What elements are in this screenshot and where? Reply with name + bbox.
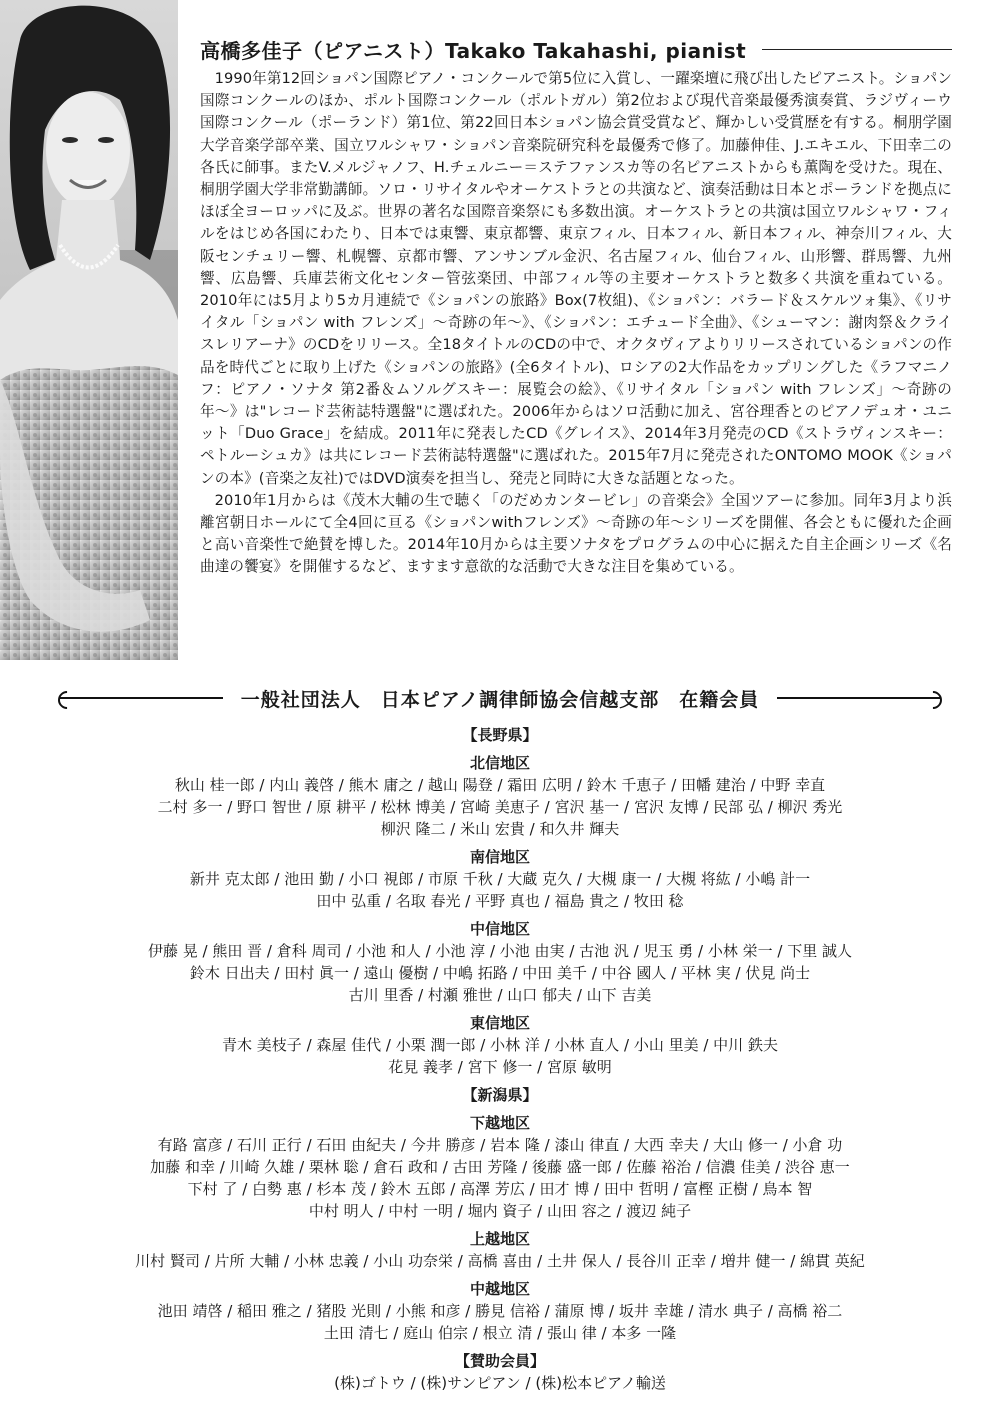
member-line: 中村 明人 / 中村 一明 / 堀内 資子 / 山田 容之 / 渡辺 純子	[308, 1202, 692, 1220]
member-line: 加藤 和幸 / 川崎 久雄 / 栗林 聡 / 倉石 政和 / 古田 芳隆 / 後藤 盛一郎 / 佐藤 裕治 / 信濃 佳美 / 渋谷 恵一	[150, 1158, 850, 1176]
district-label: 下越地区	[469, 1114, 530, 1132]
banner-ornament-right	[777, 697, 940, 699]
roster-banner	[60, 683, 940, 713]
member-line: 鈴木 日出夫 / 田村 眞一 / 遠山 優樹 / 中嶋 拓路 / 中田 美千 / 中谷 國人 / 平林 実 / 伏見 尚士	[189, 964, 811, 982]
banner-ornament-left	[60, 697, 223, 699]
bio-body	[200, 68, 952, 579]
biography-section	[200, 34, 952, 579]
member-line: 古川 里香 / 村瀬 雅世 / 山口 郁夫 / 山下 吉美	[348, 986, 652, 1004]
district-label: 中越地区	[469, 1280, 530, 1298]
member-roster	[40, 718, 960, 1394]
district-label: 北信地区	[469, 754, 530, 772]
bio-title-row	[200, 34, 952, 64]
member-line: 有路 富彦 / 石川 正行 / 石田 由紀夫 / 今井 勝彦 / 岩本 隆 / 漆山 律直 / 大西 幸夫 / 大山 修一 / 小倉 功	[157, 1136, 843, 1154]
member-line: 下村 了 / 白勢 惠 / 杉本 茂 / 鈴木 五郎 / 高澤 芳広 / 田才 博 / 田中 哲明 / 富樫 正樹 / 鳥本 智	[187, 1180, 813, 1198]
member-line: 花見 義孝 / 宮下 修一 / 宮原 敏明	[388, 1058, 612, 1076]
district-label: 上越地区	[469, 1230, 530, 1248]
pianist-portrait	[0, 0, 178, 660]
roster-banner-title: 一般社団法人 日本ピアノ調律師協会信越支部 在籍会員	[240, 688, 760, 711]
bio-paragraph-1: 1990年第12回ショパン国際ピアノ・コンクールで第5位に入賞し、一躍楽壇に飛び出したピアニスト。ショパン国際コンクールのほか、ポルト国際コンクール（ポルトガル）第2位および現代音楽最優秀演奏賞、ラジヴィーウ国際コンクール（ポーランド）第1位、第22回日本ショパン協会賞受賞など、輝かしい受賞歴を有する。桐朋学園大学音楽学部卒業、国立ワルシャワ・ショパン音楽院研究科を最優秀で修了。加藤伸佳、J.エキエル、下田幸二の各氏に師事。またV.メルジャノフ、H.チェルニー＝ステファンスカ等の名ピアニストからも薫陶を受けた。現在、桐朋学園大学非常勤講師。ソロ・リサイタルやオーケストラとの共演など、演奏活動は日本とポーランドを拠点にほぼ全ヨーロッパに及ぶ。世界の著名な国際音楽祭にも多数出演。オーケストラとの共演は国立ワルシャワ・フィルをはじめ各国にわたり、日本では東響、東京都響、東京フィル、日本フィル、新日本フィル、神奈川フィル、大阪センチュリー響、札幌響、京都市響、アンサンブル金沢、名古屋フィル、仙台フィル、山形響、群馬響、九州響、広島響、兵庫芸術文化センター管弦楽団、中部フィル等の主要オーケストラと数多く共演を重ねている。2010年には5月より5カ月連続で《ショパンの旅路》Box(7枚組)、《ショパン：バラード＆スケルツォ集》、《リサイタル「ショパン with フレンズ」〜奇跡の年〜》、《ショパン：エチュード全曲》、《シューマン：謝肉祭＆クライスレリアーナ》のCDをリリース。全18タイトルのCDの中で、オクタヴィアよりリリースされているショパンの作品を時代ごとに取り上げた《ショパンの旅路》(全6タイトル)、ロシアの2大作品をカップリングした《ラフマニノフ：ピアノ・ソナタ 第2番＆ムソルグスキー：展覧会の絵》、《リサイタル「ショパン with フレンズ」〜奇跡の年〜》は"レコード芸術誌特選盤"に選ばれた。2006年からはソロ活動に加え、宮谷理香とのピアノデュオ・ユニット「Duo Grace」を結成。2011年に発表したCD《グレイス》、2014年3月発売のCD《ストラヴィンスキー：ペトルーシュカ》は共にレコード芸術誌特選盤"に選ばれた。2015年7月に発売されたONTOMO MOOK《ショパンの本》(音楽之友社)ではDVD演奏を担当し、発売と同時に大きな話題となった。	[200, 70, 952, 487]
district-label: 南信地区	[469, 848, 530, 866]
member-line: 青木 美枝子 / 森屋 佳代 / 小栗 潤一郎 / 小林 洋 / 小林 直人 / 小山 里美 / 中川 鉄夫	[222, 1036, 778, 1054]
member-line: 田中 弘重 / 名取 春光 / 平野 真也 / 福島 貴之 / 牧田 稔	[316, 892, 684, 910]
bio-title: 高橋多佳子（ピアニスト）Takako Takahashi, pianist	[200, 38, 747, 63]
member-line: 伊藤 晃 / 熊田 晋 / 倉科 周司 / 小池 和人 / 小池 淳 / 小池 由実 / 古池 汎 / 児玉 勇 / 小林 栄一 / 下里 誠人	[148, 942, 852, 960]
prefecture-label-nagano: 【長野県】	[462, 726, 538, 744]
supporting-members-line: (株)ゴトウ / (株)サンピアン / (株)松本ピアノ輸送	[334, 1374, 666, 1392]
prefecture-label-niigata: 【新潟県】	[462, 1086, 538, 1104]
member-line: 池田 靖啓 / 稲田 雅之 / 猪股 光則 / 小熊 和彦 / 勝見 信裕 / 蒲原 博 / 坂井 幸雄 / 清水 典子 / 高橋 裕二	[157, 1302, 843, 1320]
supporting-members-label: 【賛助会員】	[454, 1352, 545, 1370]
bio-paragraph-2: 2010年1月からは《茂木大輔の生で聴く「のだめカンタービレ」の音楽会》全国ツアーに参加。同年3月より浜離宮朝日ホールにて全4回に亘る《ショパンwithフレンズ》〜奇跡の年〜シリーズを開催、各会ともに優れた企画と高い音楽性で絶賛を博した。2014年10月からは主要ソナタをプログラムの中心に据えた自主企画シリーズ《名曲達の饗宴》を開催するなど、ますます意欲的な活動で大きな注目を集めている。	[200, 491, 952, 576]
title-rule	[762, 49, 952, 50]
member-line: 秋山 桂一郎 / 内山 義啓 / 熊木 庸之 / 越山 陽登 / 霜田 広明 / 鈴木 千恵子 / 田幡 建治 / 中野 幸直	[174, 776, 826, 794]
district-label: 中信地区	[469, 920, 530, 938]
member-line: 川村 賢司 / 片所 大輔 / 小林 忠義 / 小山 功奈栄 / 高橋 喜由 / 土井 保人 / 長谷川 正幸 / 増井 健一 / 綿貫 英紀	[135, 1252, 865, 1270]
member-line: 二村 多一 / 野口 智世 / 原 耕平 / 松林 博美 / 宮崎 美恵子 / 宮沢 基一 / 宮沢 友博 / 民部 弘 / 柳沢 秀光	[157, 798, 843, 816]
member-line: 土田 清七 / 庭山 伯宗 / 根立 清 / 張山 律 / 本多 一隆	[323, 1324, 677, 1342]
district-label: 東信地区	[469, 1014, 530, 1032]
member-line: 新井 克太郎 / 池田 勤 / 小口 視郎 / 市原 千秋 / 大蔵 克久 / 大槻 康一 / 大槻 将紘 / 小嶋 計一	[189, 870, 811, 888]
member-line: 柳沢 隆二 / 米山 宏貴 / 和久井 輝夫	[380, 820, 620, 838]
